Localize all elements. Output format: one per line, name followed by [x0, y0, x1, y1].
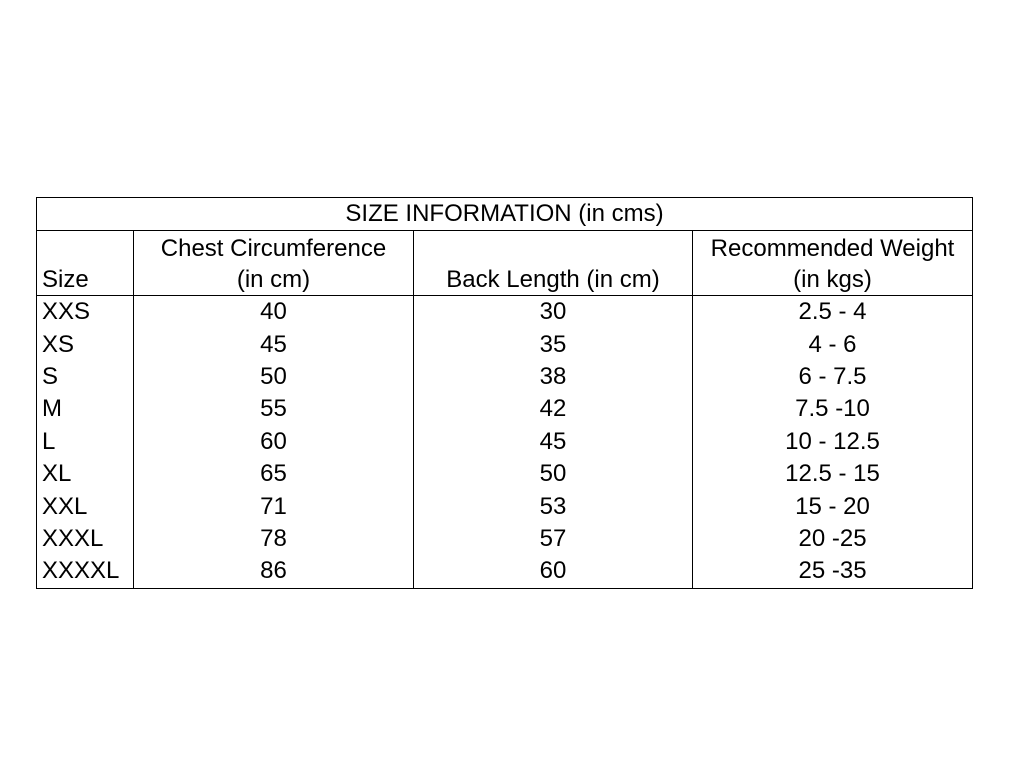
table-row [37, 296, 973, 329]
cell-weight: 7.5 -10 [693, 393, 973, 425]
cell-weight: 25 -35 [693, 555, 973, 588]
header-chest-line1: Chest Circumference [160, 235, 387, 262]
table-row [37, 490, 973, 522]
cell-chest: 45 [134, 328, 414, 360]
table-row [37, 328, 973, 360]
cell-weight: 20 -25 [693, 523, 973, 555]
cell-chest: 86 [134, 555, 414, 588]
cell-size: XXXXL [37, 555, 134, 588]
cell-back: 38 [414, 361, 693, 393]
size-information-table [36, 197, 973, 589]
cell-chest: 60 [134, 426, 414, 458]
header-weight-line2: (in kgs) [793, 266, 872, 293]
cell-size: S [37, 361, 134, 393]
cell-chest: 40 [134, 296, 414, 329]
table-title: SIZE INFORMATION (in cms) [37, 198, 973, 231]
cell-chest: 78 [134, 523, 414, 555]
cell-size: XS [37, 328, 134, 360]
table-header-row [37, 231, 973, 296]
cell-weight: 2.5 - 4 [693, 296, 973, 329]
cell-size: XXXL [37, 523, 134, 555]
cell-weight: 6 - 7.5 [693, 361, 973, 393]
table-row [37, 361, 973, 393]
cell-back: 53 [414, 490, 693, 522]
header-chest-line2: (in cm) [236, 266, 311, 293]
cell-chest: 55 [134, 393, 414, 425]
cell-back: 42 [414, 393, 693, 425]
table-row [37, 393, 973, 425]
cell-size: XL [37, 458, 134, 490]
cell-weight: 15 - 20 [693, 490, 973, 522]
cell-chest: 71 [134, 490, 414, 522]
table-row [37, 523, 973, 555]
header-recommended-weight [693, 231, 973, 296]
table-row [37, 458, 973, 490]
cell-chest: 50 [134, 361, 414, 393]
header-chest-circumference [134, 231, 414, 296]
header-size: Size [37, 231, 134, 296]
cell-weight: 10 - 12.5 [693, 426, 973, 458]
table-row [37, 426, 973, 458]
table-title-row [37, 198, 973, 231]
cell-back: 30 [414, 296, 693, 329]
cell-back: 35 [414, 328, 693, 360]
cell-weight: 4 - 6 [693, 328, 973, 360]
cell-size: L [37, 426, 134, 458]
cell-size: M [37, 393, 134, 425]
cell-weight: 12.5 - 15 [693, 458, 973, 490]
cell-size: XXL [37, 490, 134, 522]
cell-size: XXS [37, 296, 134, 329]
cell-back: 45 [414, 426, 693, 458]
header-weight-line1: Recommended Weight [710, 235, 955, 262]
cell-back: 57 [414, 523, 693, 555]
cell-back: 50 [414, 458, 693, 490]
cell-chest: 65 [134, 458, 414, 490]
cell-back: 60 [414, 555, 693, 588]
table-row [37, 555, 973, 588]
header-back-length: Back Length (in cm) [414, 231, 693, 296]
